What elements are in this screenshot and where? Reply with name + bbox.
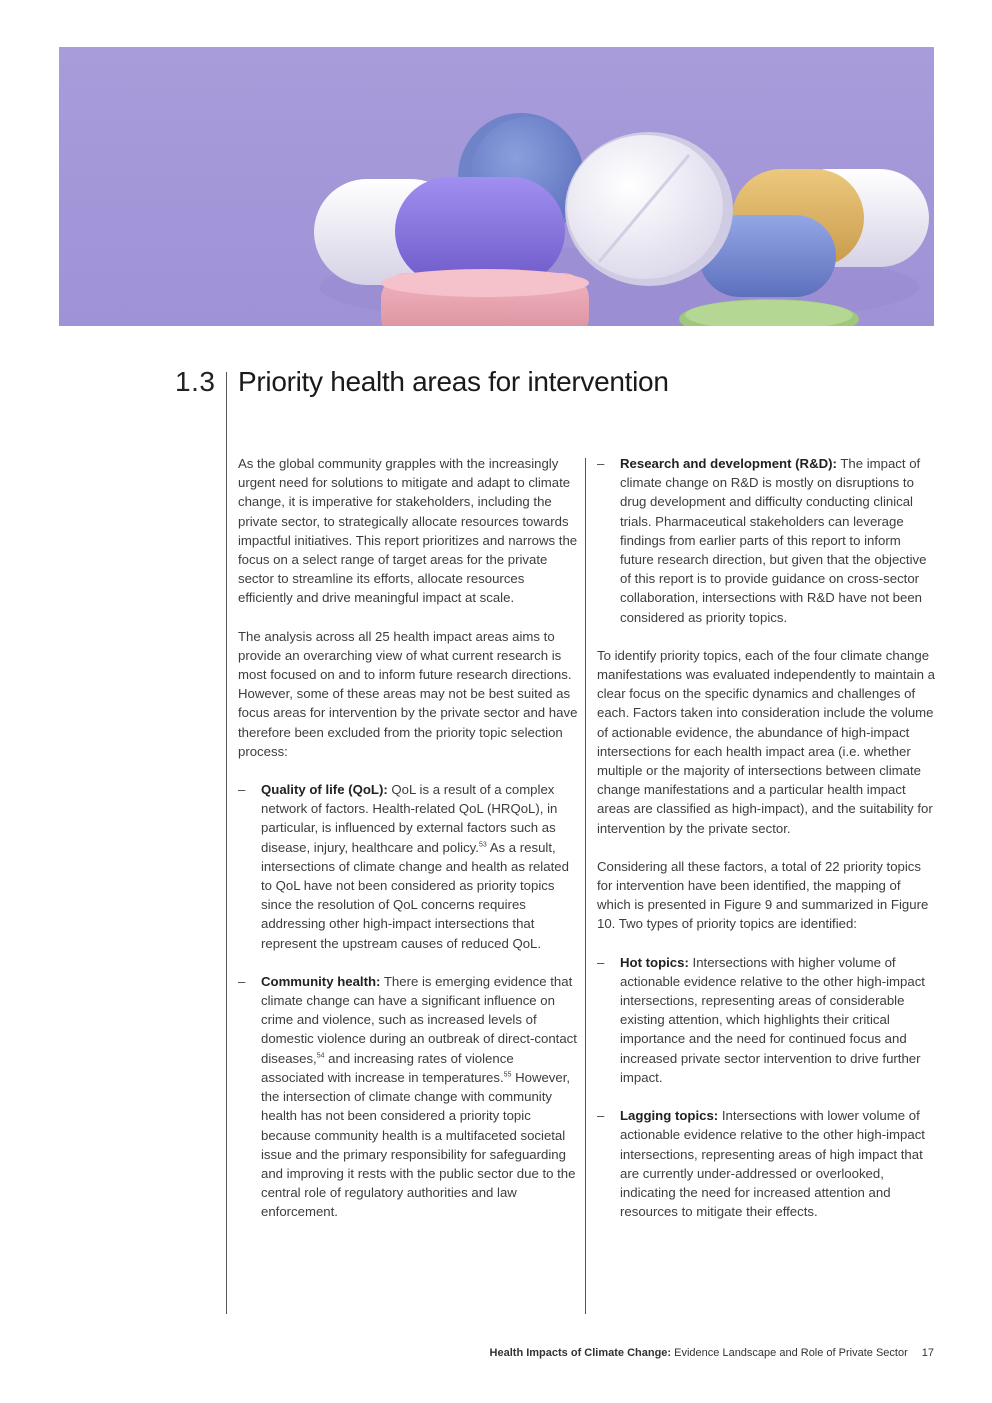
page-number: 17: [921, 1347, 934, 1359]
bullet-dash: –: [238, 782, 246, 798]
bullet-text: The impact of climate change on R&D is mostly on disruptions to drug development and difficulty conducting clinical trials. Pharmaceutical stakeholders can leverage findings from earlier parts of this report to inform future research direction, but given that the objective of this report is to provide guidance on cross-sector collaboration, intersections with R&D have not been considered as priority topics.: [620, 456, 927, 625]
page-footer: [490, 1347, 934, 1359]
hero-image: [59, 47, 934, 326]
footnote-ref: 53: [478, 841, 487, 849]
bullet-dash: –: [597, 954, 605, 970]
bullet-text: As a result, intersections of climate change and health as related to QoL have not been considered as priority topics since the resolution of QoL concerns requires addressing other high-impact intersections that represent the upstream causes of reduced QoL.: [261, 839, 569, 951]
pills-illustration: [59, 47, 934, 326]
bullet-text: There is emerging evidence that climate change can have a significant influence on crime and violence, such as increased levels of domestic violence during an outbreak of direct-contact diseases,: [261, 973, 577, 1066]
bullet-lead: Research and development (R&D):: [620, 456, 837, 471]
right-column: [597, 454, 937, 1240]
bullet-text: Intersections with lower volume of actionable evidence relative to the other high-impact intersections, representing areas of high impact that are currently under-addressed or overlooked, indicating the need for increased attention and resources to mitigate their effects.: [620, 1108, 925, 1220]
section-divider: [226, 372, 227, 1314]
bullet-dash: –: [597, 1108, 605, 1124]
section-number: 1.3: [175, 366, 216, 397]
footnote-ref: 55: [503, 1071, 512, 1079]
bullet-text: and increasing rates of violence associated with increase in temperatures.: [261, 1050, 514, 1085]
footnote-ref: 54: [316, 1052, 325, 1060]
left-column: [238, 454, 578, 1241]
analysis-paragraph: The analysis across all 25 health impact areas aims to provide an overarching view of what current research is most focused on and to inform future research directions. However, some of these areas may not be best suited as focus areas for intervention by the private sector and have therefore been excluded from the priority topic selection process:: [238, 628, 578, 759]
bullet-dash: –: [597, 456, 605, 471]
bullet-hot-topics: [597, 953, 937, 1087]
section-title: Priority health areas for intervention: [238, 366, 669, 397]
intro-paragraph: As the global community grapples with the increasingly urgent need for solutions to mitigate and adapt to climate change, it is imperative for stakeholders, including the private sector, to strategically allocate resources towards impactful initiatives. This report prioritizes and narrows the focus on a select range of target areas for the private sector to streamline its efforts, allocate resources efficiently and drive meaningful impact at scale.: [238, 456, 578, 606]
bullet-lead: Community health:: [261, 973, 381, 989]
footer-title-bold: Health Impacts of Climate Change:: [489, 1347, 672, 1359]
bullet-text: QoL is a result of a complex network of factors. Health-related QoL (HRQoL), in particular, is influenced by external factors such as disease, injury, healthcare and policy.: [261, 782, 558, 855]
footer-title-rest: Evidence Landscape and Role of Private Sector: [671, 1347, 908, 1359]
bullet-community-health: [238, 972, 578, 1222]
considering-paragraph: Considering all these factors, a total of 22 priority topics for intervention have been identified, the mapping of which is presented in Figure 9 and summarized in Figure 10. Two types of priority topics are identified:: [597, 858, 929, 932]
bullet-lead: Quality of life (QoL):: [261, 782, 388, 798]
identify-paragraph: To identify priority topics, each of the four climate change manifestations was evaluated independently to maintain a clear focus on the specific dynamics and challenges of each. Factors taken into consideration include the volume of actionable evidence, the abundance of high-impact intersections for each health impact area (i.e. whether multiple or the majority of intersections between climate change manifestations and a particular health impact areas are classified as high-impact), and the suitability for intervention by the private sector.: [597, 647, 935, 836]
bullet-lead: Lagging topics:: [620, 1108, 719, 1124]
column-divider: [585, 458, 586, 1314]
bullet-lead: Hot topics:: [620, 954, 689, 970]
bullet-text: However, the intersection of climate change with community health has not been considered a priority topic because community health is a multifaceted societal issue and the primary responsibility for safeguarding and improving it rests with the public sector due to the central role of regulatory authorities and law enforcement.: [261, 1069, 576, 1220]
bullet-text: Intersections with higher volume of actionable evidence relative to the other high-impact intersections, representing areas of considerable existing attention, which highlights their critical importance and the need for continued focus and increased private sector intervention to drive further impact.: [620, 954, 925, 1085]
bullet-lagging-topics: [597, 1106, 937, 1221]
bullet-dash: –: [238, 973, 246, 989]
bullet-quality-of-life: [238, 780, 578, 953]
bullet-research-development: [597, 454, 937, 627]
